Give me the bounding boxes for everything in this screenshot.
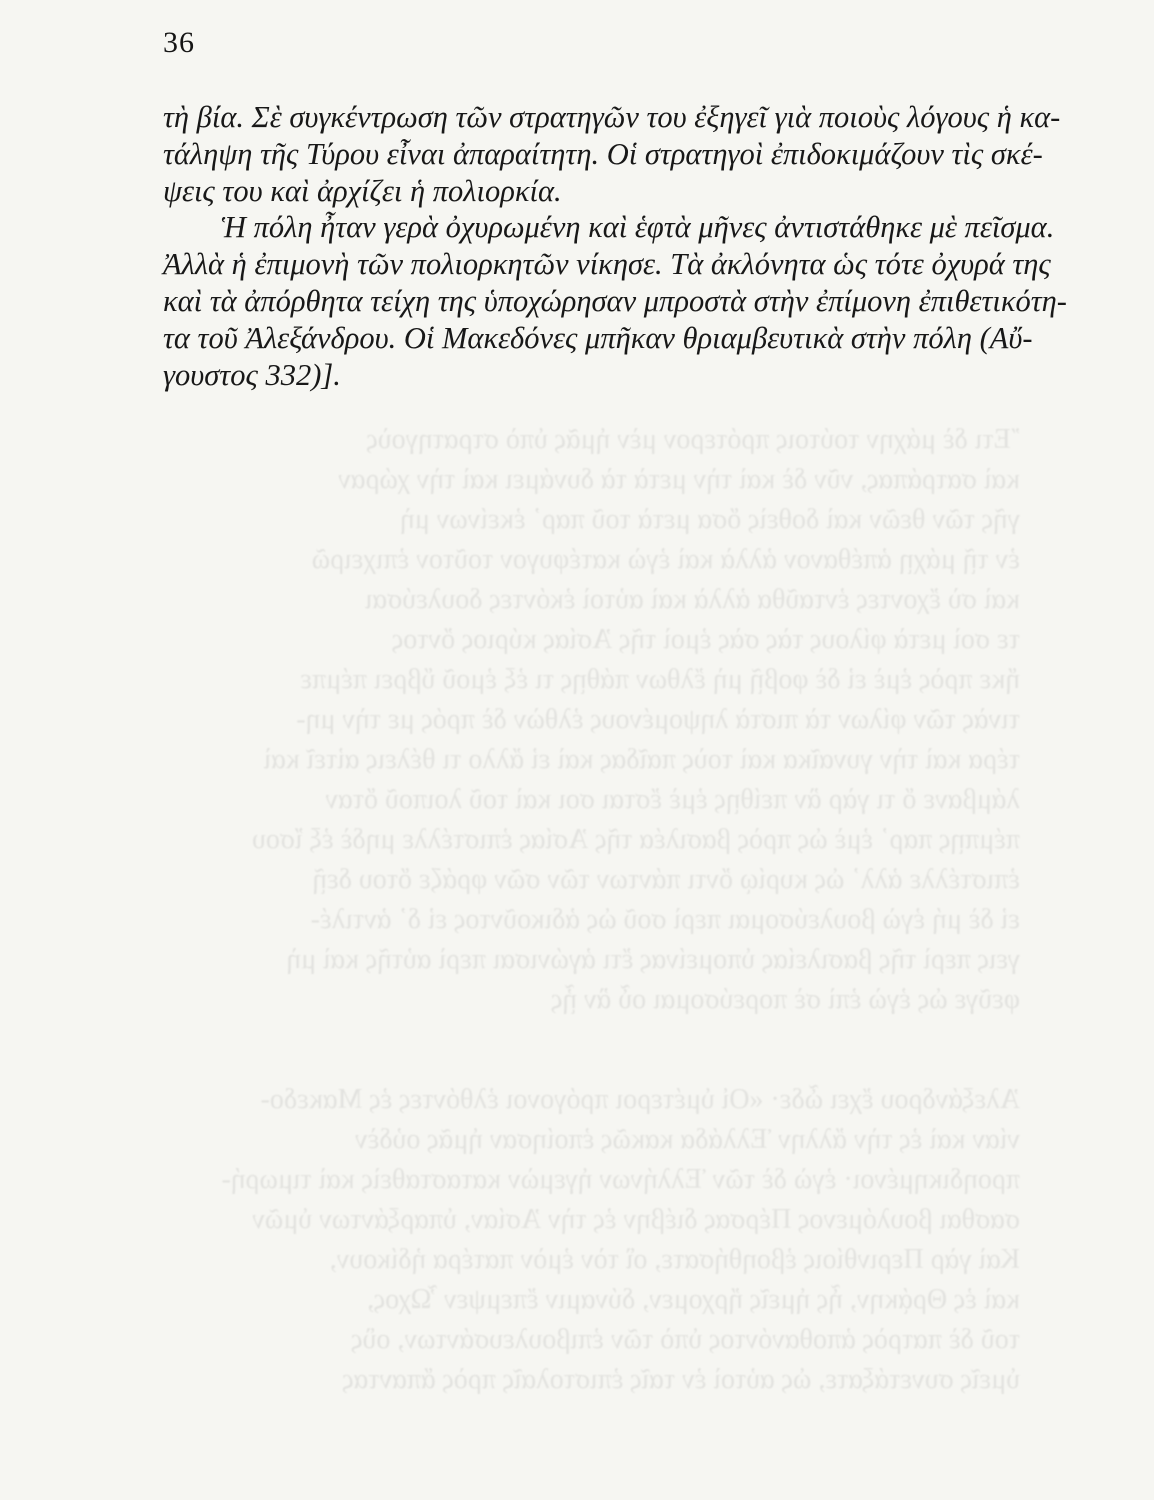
- text-line: τα τοῦ Ἀλεξάνδρου. Οἱ Μακεδόνες μπῆκαν θριαμβευτικὰ στὴν πόλη (Αὔ-: [163, 320, 1033, 355]
- text-line: Ἡ πόλη ἦταν γερὰ ὀχυρωμένη καὶ ἑφτὰ μῆνες ἀντιστάθηκε μὲ πεῖσμα.: [221, 210, 1055, 245]
- text-line: τάληψη τῆς Τύρου εἶναι ἀπαραίτητη. Οἱ στρατηγοὶ ἐπιδοκιμάζουν τὶς σκέ-: [163, 136, 1043, 171]
- bleed-through-text-lower: Ἀλεξάνδρου ἔχει ὧδε· «Οἱ ὑμέτεροι πρόγονοι ἐλθόντες ἐς Μακεδο- νίαν καὶ ἐς τὴν ἄλλην Ἑλλάδα κακῶς ἐποίησαν ἡμᾶς οὐδὲν προηδικημένοι· ἐγὼ δὲ τῶν Ἑλλήνων ἡγεμὼν κατασταθεὶς καὶ τιμωρή- σασθαι βουλόμενος Πέρσας διέβην ἐς τὴν Ἀσίαν, ὑπαρξάντων ὑμῶν Καὶ γὰρ Περινθίοις ἐβοηθήσατε, οἳ τὸν ἐμὸν πατέρα ἠδίκουν, καὶ ἐς Θρᾴκην, ἧς ἡμεῖς ἤρχομεν, δύναμιν ἔπεμψεν Ὦχος, τοῦ δὲ πατρὸς ἀποθανόντος ὑπὸ τῶν ἐπιβουλευσάντων, οὓς ὑμεῖς συνετάξατε, ὡς αὐτοὶ ἐν ταῖς ἐπιστολαῖς πρὸς ἅπαντας: [221, 1084, 1020, 1395]
- text-line: γουστος 332)].: [163, 357, 341, 392]
- paragraph-2: [163, 209, 1067, 393]
- text-line: Ἀλλὰ ἡ ἐπιμονὴ τῶν πολιορκητῶν νίκησε. Τὰ ἀκλόνητα ὡς τότε ὀχυρά της: [163, 247, 1051, 282]
- text-line: καὶ τὰ ἀπόρθητα τείχη της ὑποχώρησαν μπροστὰ στὴν ἐπίμονη ἐπιθετικότη-: [163, 283, 1067, 318]
- page-number: 36: [163, 26, 195, 59]
- paragraph-1: [163, 99, 1061, 209]
- text-line: ψεις του καὶ ἀρχίζει ἡ πολιορκία.: [163, 173, 562, 208]
- text-line: τὴ βία. Σὲ συγκέντρωση τῶν στρατηγῶν του ἐξηγεῖ γιὰ ποιοὺς λόγους ἡ κα-: [163, 100, 1061, 134]
- body-text: [163, 99, 1067, 393]
- bleed-through-text-upper: ῎Ετι δὲ μάχην τούτοις πρότερον μὲν ἡμᾶς ὑπὸ στρατηγοὺς καὶ σατράπας, νῦν δὲ καὶ τὴν μετὰ τὰ δυνάμει καὶ τὴν χώραν γῆς τῶν θεῶν καὶ δοθεὶς ὅσα μετὰ τοῦ παρ᾽ ἐκείνων μὴ ἐν τῇ μάχῃ ἀπέθανον ἀλλὰ καὶ ἐγὼ κατέφυγον τοῦτον ἐπιχειρῶ καὶ σὺ ἔχοντες ἐνταῦθα ἀλλὰ καὶ αὐτοὶ ἐκόντες δουλεύσαι τε σοὶ μετὰ φίλους τὰς σὰς ἐμοὶ τῆς Ἀσίας κύριος ὄντος ἥκε πρὸς ἐμὲ εἰ δὲ φοβῇ μὴ ἔλθων πάθῃς τι ἐξ ἐμοῦ ὕβρει πέμπε τινὰς τῶν φίλων τὰ πιστὰ ληψομένους ἐλθὼν δὲ πρός με τὴν μη- τέρα καὶ τὴν γυναῖκα καὶ τοὺς παῖδας καὶ εἰ ἄλλο τι θέλεις αἰτεῖ καὶ λάμβανε ὅ τι γὰρ ἂν πείθῃς ἐμὲ ἔσται σοι καὶ τοῦ λοιποῦ ὅταν πέμπῃς παρ᾽ ἐμὲ ὡς πρὸς βασιλέα τῆς Ἀσίας ἐπιστέλλε μηδὲ ἐξ ἴσου ἐπιστέλλε ἀλλ᾽ ὡς κυρίῳ ὄντι πάντων τῶν σῶν φράζε ὅτου δεῇ εἰ δὲ μή ἐγὼ βουλεύσομαι περὶ σοῦ ὡς ἀδικοῦντος εἰ δ᾽ ἀντιλέ- γεις περὶ τῆς βασιλείας ὑπομείνας ἔτι ἀγώνισαι περὶ αὐτῆς καὶ μὴ φεῦγε ὡς ἐγὼ ἐπὶ σὲ πορεύσομαι οὗ ἂν ᾖς: [251, 424, 1020, 1015]
